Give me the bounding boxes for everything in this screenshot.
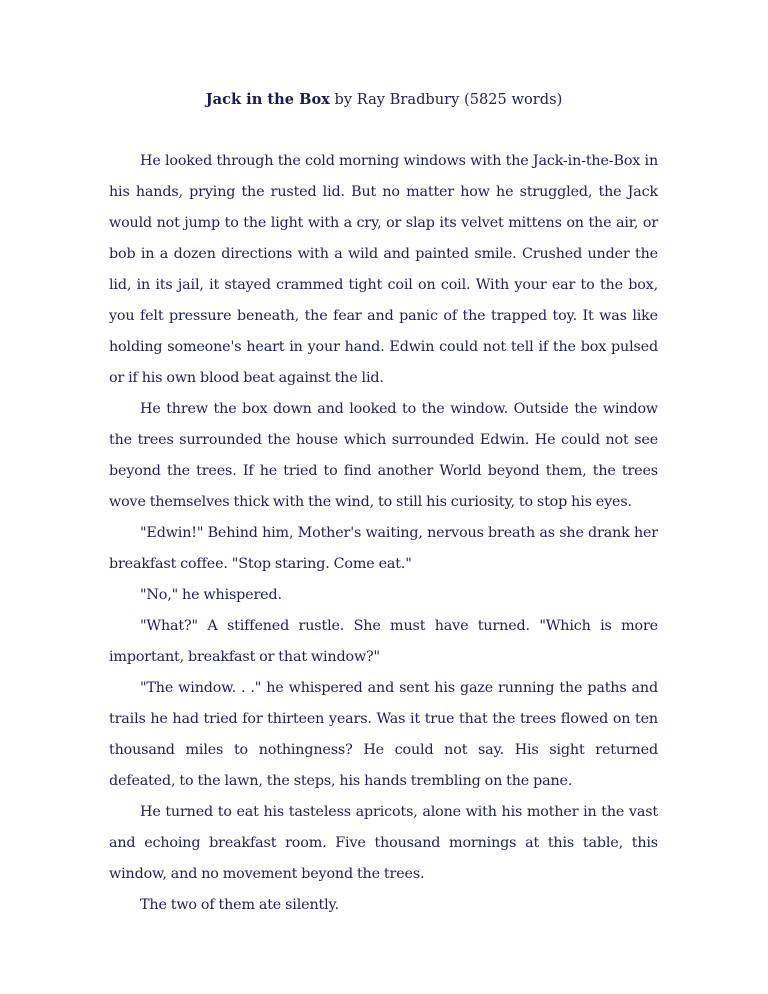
story-title: Jack in the Box xyxy=(205,91,330,108)
document-heading xyxy=(0,90,768,110)
story-body xyxy=(109,146,658,921)
story-byline: by Ray Bradbury (5825 words) xyxy=(329,91,563,108)
paragraph-2: He threw the box down and looked to the window. Outside the window the trees surrounded the house which surrounded Edwin. He could not see beyond the trees. If he tried to find another World beyond them, the trees wove themselves thick with the wind, to still his curiosity, to stop his eyes. xyxy=(109,401,658,510)
paragraph-4: "No," he whispered. xyxy=(140,587,282,603)
paragraph-8: The two of them ate silently. xyxy=(140,897,339,913)
paragraph-5: "What?" A stiffened rustle. She must have turned. "Which is more important, breakfast or that window?" xyxy=(109,618,658,665)
paragraph-6: "The window. . ." he whispered and sent his gaze running the paths and trails he had tried for thirteen years. Was it true that the trees flowed on ten thousand miles to nothingness? He could not say. His sight returned defeated, to the lawn, the steps, his hands trembling on the pane. xyxy=(109,680,658,789)
paragraph-1: He looked through the cold morning windows with the Jack-in-the-Box in his hands, prying the rusted lid. But no matter how he struggled, the Jack would not jump to the light with a cry, or slap its velvet mittens on the air, or bob in a dozen directions with a wild and painted smile. Crushed under the lid, in its jail, it stayed crammed tight coil on coil. With your ear to the box, you felt pressure beneath, the fear and panic of the trapped toy. It was like holding someone's heart in your hand. Edwin could not tell if the box pulsed or if his own blood beat against the lid. xyxy=(109,153,658,386)
paragraph-7: He turned to eat his tasteless apricots, alone with his mother in the vast and echoing breakfast room. Five thousand mornings at this table, this window, and no movement beyond the trees. xyxy=(109,804,658,882)
paragraph-3: "Edwin!" Behind him, Mother's waiting, nervous breath as she drank her breakfast coffee. "Stop staring. Come eat." xyxy=(109,525,658,572)
